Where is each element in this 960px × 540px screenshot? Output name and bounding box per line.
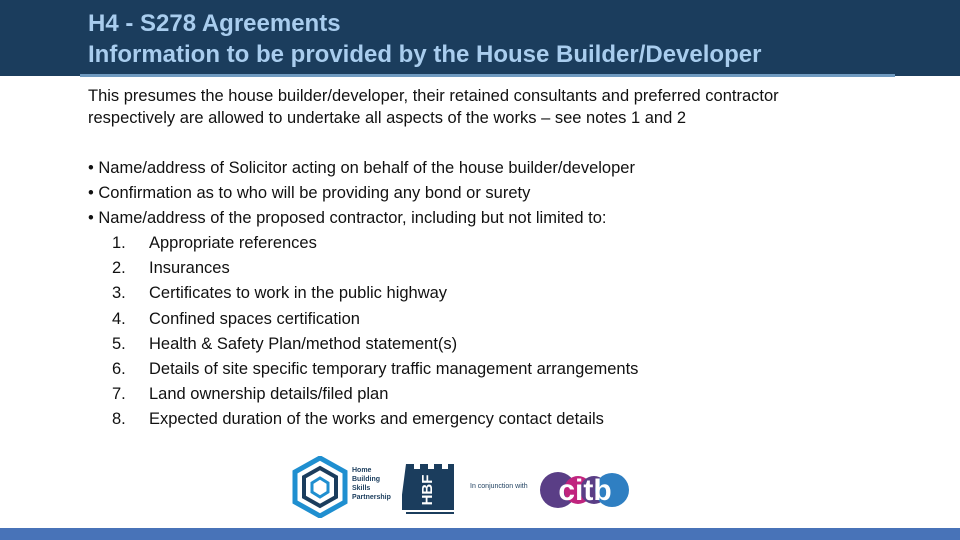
- item-text: Appropriate references: [149, 234, 317, 253]
- numbered-item: [88, 332, 908, 357]
- intro-line-1: This presumes the house builder/developer, their retained consultants and preferred contractor: [88, 87, 779, 105]
- hbsp-word: Home: [352, 467, 372, 474]
- title-line-2: Information to be provided by the House Builder/Developer: [88, 41, 762, 68]
- hbsp-word: Skills: [352, 485, 371, 492]
- numbered-item: [88, 231, 908, 256]
- numbered-item: [88, 382, 908, 407]
- item-text: Confined spaces certification: [149, 309, 360, 328]
- item-number: 3.: [112, 284, 126, 303]
- footer-band: [0, 528, 960, 540]
- item-text: Expected duration of the works and emergency contact details: [149, 409, 604, 428]
- item-number: 1.: [112, 234, 126, 253]
- bullet-item: • Confirmation as to who will be providing any bond or surety: [88, 184, 531, 203]
- numbered-item: [88, 407, 908, 432]
- bullet-item: • Name/address of Solicitor acting on behalf of the house builder/developer: [88, 159, 635, 177]
- requirements-list: [88, 156, 908, 432]
- item-text: Details of site specific temporary traffic management arrangements: [149, 359, 639, 378]
- item-text: Health & Safety Plan/method statement(s): [149, 334, 458, 353]
- title-line-1: H4 - S278 Agreements: [88, 10, 341, 37]
- hbsp-wordmark: [352, 466, 391, 502]
- citb-logo-icon: [540, 468, 630, 512]
- intro-paragraph: [88, 86, 908, 129]
- bullet-item: • Name/address of the proposed contractor, including but not limited to:: [88, 209, 607, 228]
- partner-logos: [292, 456, 632, 520]
- header-divider: [80, 74, 895, 77]
- hbsp-word: Building: [352, 476, 380, 483]
- slide-title: [88, 8, 908, 70]
- citb-letters: citb: [558, 474, 612, 507]
- numbered-item: [88, 281, 908, 306]
- item-number: 7.: [112, 384, 126, 403]
- item-number: 5.: [112, 334, 126, 353]
- item-number: 4.: [112, 309, 126, 328]
- conjunction-text: In conjunction with: [470, 483, 528, 490]
- item-number: 6.: [112, 359, 126, 378]
- item-text: Certificates to work in the public highway: [149, 284, 448, 303]
- hbf-letters: HBF: [419, 474, 436, 506]
- hbsp-word: Partnership: [352, 494, 391, 501]
- item-text: Insurances: [149, 259, 230, 278]
- item-number: 8.: [112, 409, 126, 428]
- item-number: 2.: [112, 259, 126, 278]
- intro-line-2: respectively are allowed to undertake all aspects of the works – see notes 1 and 2: [88, 108, 687, 127]
- numbered-item: [88, 256, 908, 281]
- item-text: Land ownership details/filed plan: [149, 384, 389, 403]
- numbered-item: [88, 357, 908, 382]
- numbered-item: [88, 307, 908, 332]
- hbsp-logo-icon: [292, 456, 348, 518]
- hbf-logo-icon: [402, 462, 458, 518]
